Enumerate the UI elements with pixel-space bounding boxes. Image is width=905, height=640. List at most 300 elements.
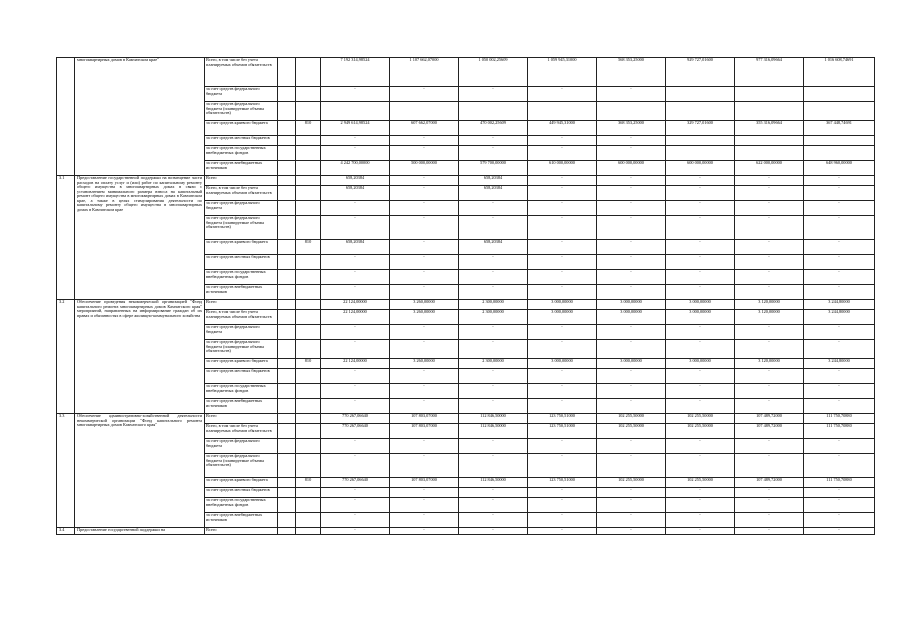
year-value-cell: -	[459, 513, 528, 528]
year-value-cell: -	[804, 498, 875, 513]
total-value-cell: -	[321, 340, 390, 359]
empty-cell	[278, 478, 296, 488]
year-value-cell: -	[666, 240, 735, 255]
year-value-cell: 102 255,50000	[597, 478, 666, 488]
year-value-cell: 579 700,00000	[459, 161, 528, 176]
budget-code-cell: 810	[296, 359, 321, 369]
funding-source-label: Всего	[205, 528, 278, 535]
year-value-cell: 610 000,00000	[528, 161, 597, 176]
year-value-cell: -	[390, 87, 459, 102]
year-value-cell	[804, 102, 875, 121]
total-value-cell: 770 267,06640	[321, 424, 390, 439]
year-value-cell: -	[528, 146, 597, 161]
budget-code-cell	[296, 270, 321, 285]
budget-code-cell	[296, 513, 321, 528]
year-value-cell: -	[597, 201, 666, 216]
year-value-cell: -	[390, 146, 459, 161]
year-value-cell: -	[459, 384, 528, 399]
year-value-cell	[528, 102, 597, 121]
year-value-cell	[459, 102, 528, 121]
year-value-cell: -	[735, 369, 804, 384]
year-value-cell: -	[459, 146, 528, 161]
year-value-cell: 500 000,00000	[390, 161, 459, 176]
budget-code-cell	[296, 384, 321, 399]
year-value-cell: -	[528, 528, 597, 535]
year-value-cell: 3 000,00000	[528, 359, 597, 369]
year-value-cell: -	[597, 528, 666, 535]
budget-code-cell	[296, 285, 321, 300]
empty-cell	[278, 102, 296, 121]
year-value-cell: -	[528, 255, 597, 270]
budget-code-cell	[296, 528, 321, 535]
year-value-cell: -	[597, 146, 666, 161]
total-value-cell: 7 192 314,98524	[321, 58, 390, 87]
empty-cell	[278, 270, 296, 285]
total-value-cell: 658,20384	[321, 240, 390, 255]
total-value-cell: 658,20384	[321, 176, 390, 186]
funding-source-label: за счет средств краевого бюджета	[205, 121, 278, 136]
year-value-cell: 3 244,80000	[804, 310, 875, 325]
year-value-cell: -	[735, 201, 804, 216]
year-value-cell: -	[459, 87, 528, 102]
year-value-cell: -	[459, 528, 528, 535]
year-value-cell: 102 255,50000	[666, 414, 735, 424]
year-value-cell: 3 244,80000	[804, 359, 875, 369]
funding-source-label: за счет средств местных бюджетов	[205, 369, 278, 384]
funding-source-label: за счет средств федерального бюджета	[205, 325, 278, 340]
total-value-cell: -	[321, 136, 390, 146]
budget-code-cell	[296, 161, 321, 176]
total-value-cell: -	[321, 399, 390, 414]
budget-code-cell: 810	[296, 121, 321, 136]
total-value-cell: 770 267,06640	[321, 478, 390, 488]
year-value-cell: -	[390, 240, 459, 255]
funding-source-label: за счет средств федерального бюджета	[205, 87, 278, 102]
year-value-cell: -	[597, 340, 666, 359]
year-value-cell: 107 803,07000	[390, 478, 459, 488]
empty-cell	[278, 161, 296, 176]
item-number	[57, 58, 75, 176]
year-value-cell: -	[735, 513, 804, 528]
year-value-cell: -	[390, 186, 459, 201]
budget-code-cell	[296, 454, 321, 478]
empty-cell	[278, 146, 296, 161]
year-value-cell: -	[528, 240, 597, 255]
empty-cell	[278, 424, 296, 439]
year-value-cell: -	[666, 285, 735, 300]
year-value-cell: -	[528, 384, 597, 399]
year-value-cell: 112 846,50000	[459, 424, 528, 439]
item-number: 3.2	[57, 300, 75, 414]
total-value-cell: -	[321, 528, 390, 535]
year-value-cell: -	[597, 255, 666, 270]
year-value-cell: -	[390, 384, 459, 399]
empty-cell	[278, 384, 296, 399]
empty-cell	[278, 325, 296, 340]
year-value-cell: 111 750,70880	[804, 478, 875, 488]
year-value-cell: 3 000,00000	[666, 300, 735, 310]
year-value-cell: -	[528, 488, 597, 498]
year-value-cell: 1 050 002,25609	[459, 58, 528, 87]
empty-cell	[278, 285, 296, 300]
budget-code-cell: 810	[296, 478, 321, 488]
year-value-cell: 367 448,74691	[804, 121, 875, 136]
funding-source-label: Всего, в том числе без учета планируемых объемов обязательств	[205, 424, 278, 439]
year-value-cell: -	[804, 340, 875, 359]
year-value-cell: -	[528, 399, 597, 414]
funding-source-label: за счет средств внебюджетных источников	[205, 285, 278, 300]
year-value-cell: -	[597, 136, 666, 146]
empty-cell	[278, 176, 296, 186]
year-value-cell: 107 803,07000	[390, 424, 459, 439]
total-value-cell: -	[321, 498, 390, 513]
total-value-cell: -	[321, 488, 390, 498]
year-value-cell	[597, 102, 666, 121]
year-value-cell: 102 255,50000	[666, 478, 735, 488]
year-value-cell: -	[597, 216, 666, 240]
year-value-cell: -	[459, 201, 528, 216]
total-value-cell	[321, 102, 390, 121]
year-value-cell: -	[666, 216, 735, 240]
year-value-cell: 3 244,80000	[804, 300, 875, 310]
year-value-cell: -	[528, 176, 597, 186]
funding-source-label: за счет средств краевого бюджета	[205, 478, 278, 488]
empty-cell	[278, 513, 296, 528]
empty-cell	[278, 255, 296, 270]
total-value-cell: 2 949 614,98524	[321, 121, 390, 136]
funding-source-label: за счет средств федерального бюджета	[205, 201, 278, 216]
year-value-cell: -	[735, 488, 804, 498]
year-value-cell: -	[735, 186, 804, 201]
total-value-cell: -	[321, 270, 390, 285]
item-description: Предоставление государственной поддержки на	[75, 528, 205, 535]
empty-cell	[278, 136, 296, 146]
year-value-cell: -	[528, 201, 597, 216]
total-value-cell: 22 124,00000	[321, 359, 390, 369]
year-value-cell: 3 120,00000	[735, 310, 804, 325]
year-value-cell: -	[597, 325, 666, 340]
year-value-cell: 658,20384	[459, 240, 528, 255]
budget-code-cell	[296, 325, 321, 340]
budget-code-cell	[296, 424, 321, 439]
funding-source-label: Всего	[205, 300, 278, 310]
funding-source-label: за счет средств краевого бюджета	[205, 359, 278, 369]
table-row	[57, 58, 875, 87]
empty-cell	[278, 369, 296, 384]
empty-cell	[278, 399, 296, 414]
year-value-cell: -	[528, 186, 597, 201]
year-value-cell: -	[528, 498, 597, 513]
funding-source-label: Всего	[205, 176, 278, 186]
year-value-cell: -	[390, 285, 459, 300]
empty-cell	[278, 359, 296, 369]
year-value-cell: 123 750,51000	[528, 478, 597, 488]
year-value-cell: 607 662,07000	[390, 121, 459, 136]
table-row	[57, 528, 875, 535]
year-value-cell: -	[390, 528, 459, 535]
empty-cell	[278, 240, 296, 255]
year-value-cell: -	[666, 439, 735, 454]
year-value-cell: -	[804, 384, 875, 399]
funding-source-label: за счет средств внебюджетных источников	[205, 161, 278, 176]
year-value-cell: 648 960,00000	[804, 161, 875, 176]
year-value-cell: -	[735, 384, 804, 399]
year-value-cell: -	[804, 240, 875, 255]
year-value-cell: -	[528, 270, 597, 285]
year-value-cell: -	[459, 340, 528, 359]
year-value-cell: -	[735, 340, 804, 359]
budget-code-cell	[296, 186, 321, 201]
total-value-cell: 658,20384	[321, 186, 390, 201]
year-value-cell: 1 016 608,74691	[804, 58, 875, 87]
year-value-cell: -	[390, 325, 459, 340]
year-value-cell: 3 000,00000	[666, 359, 735, 369]
year-value-cell: -	[735, 176, 804, 186]
budget-code-cell	[296, 201, 321, 216]
year-value-cell: -	[666, 384, 735, 399]
year-value-cell: 3 260,00000	[390, 310, 459, 325]
year-value-cell	[666, 136, 735, 146]
year-value-cell: 600 000,00000	[666, 161, 735, 176]
year-value-cell	[666, 146, 735, 161]
year-value-cell	[390, 102, 459, 121]
year-value-cell: -	[804, 270, 875, 285]
empty-cell	[278, 300, 296, 310]
year-value-cell: 2 300,00000	[459, 310, 528, 325]
year-value-cell: -	[459, 454, 528, 478]
year-value-cell: -	[804, 454, 875, 478]
year-value-cell: 2 300,00000	[459, 359, 528, 369]
budget-code-cell	[296, 146, 321, 161]
year-value-cell	[804, 136, 875, 146]
year-value-cell: -	[666, 498, 735, 513]
year-value-cell: -	[390, 270, 459, 285]
budget-code-cell	[296, 136, 321, 146]
year-value-cell: -	[528, 340, 597, 359]
year-value-cell: 3 000,00000	[528, 310, 597, 325]
year-value-cell: -	[390, 216, 459, 240]
year-value-cell: 977 316,09664	[735, 58, 804, 87]
total-value-cell: -	[321, 454, 390, 478]
year-value-cell: 1 059 945,31000	[528, 58, 597, 87]
year-value-cell: -	[666, 513, 735, 528]
budget-code-cell	[296, 87, 321, 102]
year-value-cell: -	[597, 384, 666, 399]
budget-code-cell	[296, 498, 321, 513]
year-value-cell: -	[597, 369, 666, 384]
budget-code-cell	[296, 399, 321, 414]
year-value-cell: -	[804, 255, 875, 270]
year-value-cell: 658,20384	[459, 186, 528, 201]
year-value-cell: -	[459, 439, 528, 454]
empty-cell	[278, 528, 296, 535]
year-value-cell: 3 000,00000	[597, 300, 666, 310]
total-value-cell: 22 124,00000	[321, 300, 390, 310]
total-value-cell: -	[321, 216, 390, 240]
funding-source-label: за счет средств федерального бюджета	[205, 439, 278, 454]
year-value-cell: 3 120,00000	[735, 300, 804, 310]
empty-cell	[278, 498, 296, 513]
year-value-cell: 3 000,00000	[597, 310, 666, 325]
item-description: Обеспечение административно-хозяйственной деятельности некоммерческой организации "Фонд капитального ремонта многоквартирных домов Камчатского края"	[75, 414, 205, 528]
year-value-cell	[735, 146, 804, 161]
year-value-cell: 3 000,00000	[528, 300, 597, 310]
year-value-cell: -	[390, 176, 459, 186]
year-value-cell: -	[390, 369, 459, 384]
year-value-cell: 3 000,00000	[597, 359, 666, 369]
year-value-cell: -	[597, 513, 666, 528]
year-value-cell: -	[804, 325, 875, 340]
year-value-cell	[666, 102, 735, 121]
budget-code-cell	[296, 300, 321, 310]
year-value-cell: -	[804, 488, 875, 498]
year-value-cell	[666, 87, 735, 102]
empty-cell	[278, 439, 296, 454]
year-value-cell: -	[735, 439, 804, 454]
year-value-cell: -	[528, 285, 597, 300]
year-value-cell: 111 750,70880	[804, 424, 875, 439]
empty-cell	[278, 310, 296, 325]
funding-source-label: за счет средств федерального бюджета (планируемые объемы обязательств)	[205, 454, 278, 478]
year-value-cell: -	[804, 201, 875, 216]
year-value-cell: -	[528, 325, 597, 340]
empty-cell	[278, 121, 296, 136]
year-value-cell: 102 255,50000	[597, 424, 666, 439]
year-value-cell: -	[390, 255, 459, 270]
year-value-cell: 1 107 662,07000	[390, 58, 459, 87]
year-value-cell: 112 846,50000	[459, 478, 528, 488]
year-value-cell	[804, 146, 875, 161]
year-value-cell: -	[597, 270, 666, 285]
year-value-cell: 329 727,01600	[666, 121, 735, 136]
year-value-cell: -	[390, 439, 459, 454]
budget-code-cell	[296, 414, 321, 424]
funding-source-label: за счет средств краевого бюджета	[205, 240, 278, 255]
budget-code-cell	[296, 439, 321, 454]
total-value-cell: -	[321, 201, 390, 216]
table-row	[57, 414, 875, 424]
year-value-cell	[804, 87, 875, 102]
year-value-cell: -	[804, 513, 875, 528]
budget-code-cell	[296, 176, 321, 186]
year-value-cell: -	[735, 325, 804, 340]
budget-code-cell	[296, 340, 321, 359]
year-value-cell: -	[666, 325, 735, 340]
year-value-cell: 2 300,00000	[459, 300, 528, 310]
year-value-cell: -	[804, 528, 875, 535]
year-value-cell: -	[804, 176, 875, 186]
year-value-cell: -	[735, 240, 804, 255]
year-value-cell: 600 000,00000	[597, 161, 666, 176]
empty-cell	[278, 87, 296, 102]
year-value-cell: -	[459, 399, 528, 414]
empty-cell	[278, 58, 296, 87]
year-value-cell: -	[528, 513, 597, 528]
year-value-cell: -	[597, 285, 666, 300]
budget-table-sheet	[56, 57, 874, 535]
year-value-cell: -	[735, 255, 804, 270]
year-value-cell: -	[666, 186, 735, 201]
year-value-cell: 568 353,25000	[597, 58, 666, 87]
year-value-cell: -	[666, 255, 735, 270]
year-value-cell: -	[804, 216, 875, 240]
funding-source-label: за счет средств местных бюджетов	[205, 255, 278, 270]
budget-code-cell: 810	[296, 240, 321, 255]
budget-code-cell	[296, 216, 321, 240]
year-value-cell: -	[528, 454, 597, 478]
year-value-cell	[735, 102, 804, 121]
year-value-cell: -	[528, 369, 597, 384]
year-value-cell: -	[597, 186, 666, 201]
year-value-cell: -	[735, 528, 804, 535]
empty-cell	[278, 340, 296, 359]
year-value-cell: -	[528, 136, 597, 146]
year-value-cell: -	[459, 285, 528, 300]
year-value-cell: 3 120,00000	[735, 359, 804, 369]
table-row	[57, 176, 875, 186]
year-value-cell: -	[804, 399, 875, 414]
empty-cell	[278, 488, 296, 498]
funding-source-label: за счет средств федерального бюджета (планируемые объемы обязательств)	[205, 340, 278, 359]
total-value-cell: -	[321, 325, 390, 340]
funding-source-label: Всего, в том числе без учета планируемых объемов обязательств	[205, 58, 278, 87]
year-value-cell: 622 000,00000	[735, 161, 804, 176]
year-value-cell: -	[390, 488, 459, 498]
year-value-cell: -	[459, 325, 528, 340]
year-value-cell: -	[666, 454, 735, 478]
year-value-cell: 111 750,70880	[804, 414, 875, 424]
year-value-cell: -	[597, 240, 666, 255]
year-value-cell: 3 000,00000	[666, 310, 735, 325]
year-value-cell: -	[459, 488, 528, 498]
year-value-cell: 929 727,01600	[666, 58, 735, 87]
year-value-cell: -	[459, 270, 528, 285]
year-value-cell: 123 750,51000	[528, 424, 597, 439]
year-value-cell: 107 489,72000	[735, 414, 804, 424]
funding-source-label: Всего	[205, 414, 278, 424]
year-value-cell: -	[390, 136, 459, 146]
empty-cell	[278, 201, 296, 216]
funding-source-label: за счет средств внебюджетных источников	[205, 399, 278, 414]
year-value-cell: 449 945,31000	[528, 121, 597, 136]
year-value-cell: -	[735, 285, 804, 300]
year-value-cell: -	[735, 216, 804, 240]
year-value-cell: -	[390, 513, 459, 528]
year-value-cell: -	[597, 87, 666, 102]
funding-source-label: за счет средств государственных внебюджетных фондов	[205, 384, 278, 399]
year-value-cell: -	[390, 201, 459, 216]
year-value-cell: -	[390, 399, 459, 414]
year-value-cell: -	[735, 454, 804, 478]
year-value-cell: -	[666, 340, 735, 359]
table-row	[57, 300, 875, 310]
year-value-cell: 3 260,00000	[390, 300, 459, 310]
year-value-cell: -	[735, 399, 804, 414]
year-value-cell: 3 260,00000	[390, 359, 459, 369]
budget-code-cell	[296, 255, 321, 270]
year-value-cell: -	[597, 488, 666, 498]
year-value-cell: 123 750,51000	[528, 414, 597, 424]
year-value-cell: -	[597, 498, 666, 513]
empty-cell	[278, 216, 296, 240]
year-value-cell: -	[666, 176, 735, 186]
year-value-cell: -	[390, 340, 459, 359]
year-value-cell: 112 846,50000	[459, 414, 528, 424]
year-value-cell: -	[666, 488, 735, 498]
item-number: 3.4	[57, 528, 75, 535]
year-value-cell: -	[528, 216, 597, 240]
year-value-cell: 368 353,25000	[597, 121, 666, 136]
